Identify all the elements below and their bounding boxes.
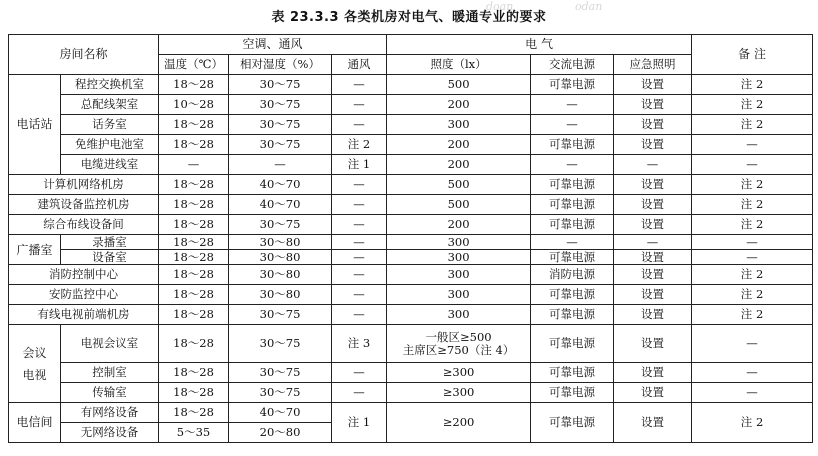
group-label: 广播室 xyxy=(9,235,61,265)
room-name: 建筑设备监控机房 xyxy=(9,195,159,215)
cell-ventilation: 注 2 xyxy=(332,135,387,155)
cell-temperature: 18～28 xyxy=(159,175,229,195)
cell-remarks: — xyxy=(692,363,813,383)
cell-ac-power: 可靠电源 xyxy=(531,195,614,215)
group-label: 电话站 xyxy=(9,75,61,175)
cell-emergency-lighting: 设置 xyxy=(614,215,692,235)
cell-temperature: — xyxy=(159,155,229,175)
cell-ac-power: 可靠电源 xyxy=(531,175,614,195)
watermark: odan xyxy=(575,0,603,13)
cell-humidity: 30～75 xyxy=(229,135,332,155)
cell-temperature: 18～28 xyxy=(159,403,229,423)
cell-ventilation: — xyxy=(332,215,387,235)
cell-temperature: 18～28 xyxy=(159,195,229,215)
cell-illuminance: 200 xyxy=(387,95,531,115)
cell-remarks: 注 2 xyxy=(692,75,813,95)
cell-emergency-lighting: 设置 xyxy=(614,135,692,155)
header-emergency-lighting: 应急照明 xyxy=(614,55,692,75)
cell-emergency-lighting: 设置 xyxy=(614,95,692,115)
cell-humidity: 20～80 xyxy=(229,423,332,443)
cell-humidity: 30～75 xyxy=(229,115,332,135)
cell-temperature: 18～28 xyxy=(159,215,229,235)
cell-humidity: 30～75 xyxy=(229,305,332,325)
illuminance-general: 一般区≥500 xyxy=(425,329,492,344)
room-name: 总配线架室 xyxy=(61,95,159,115)
cell-ac-power: 可靠电源 xyxy=(531,305,614,325)
cell-emergency-lighting: 设置 xyxy=(614,383,692,403)
cell-humidity: 30～75 xyxy=(229,363,332,383)
cell-emergency-lighting: 设置 xyxy=(614,195,692,215)
cell-illuminance: 300 xyxy=(387,250,531,265)
cell-ac-power: 可靠电源 xyxy=(531,135,614,155)
table-row xyxy=(9,363,813,383)
header-row xyxy=(9,35,813,55)
cell-ac-power: 可靠电源 xyxy=(531,285,614,305)
cell-remarks: 注 2 xyxy=(692,95,813,115)
cell-humidity: 40～70 xyxy=(229,403,332,423)
table-row xyxy=(9,215,813,235)
table-row xyxy=(9,403,813,423)
cell-ventilation: — xyxy=(332,75,387,95)
group-label-line: 会议 xyxy=(22,345,47,360)
cell-illuminance xyxy=(387,325,531,363)
cell-ventilation: — xyxy=(332,250,387,265)
cell-humidity: 30～75 xyxy=(229,95,332,115)
cell-ac-power: — xyxy=(531,155,614,175)
cell-ventilation: — xyxy=(332,95,387,115)
watermark: doan xyxy=(486,0,514,13)
cell-emergency-lighting: 设置 xyxy=(614,75,692,95)
room-name: 程控交换机室 xyxy=(61,75,159,95)
cell-emergency-lighting: 设置 xyxy=(614,250,692,265)
cell-temperature: 18～28 xyxy=(159,325,229,363)
cell-temperature: 18～28 xyxy=(159,265,229,285)
cell-ac-power: 可靠电源 xyxy=(531,250,614,265)
cell-ac-power: — xyxy=(531,95,614,115)
room-name: 设备室 xyxy=(61,250,159,265)
cell-illuminance: ≥300 xyxy=(387,363,531,383)
table-row xyxy=(9,175,813,195)
cell-humidity: 30～75 xyxy=(229,215,332,235)
table-row xyxy=(9,325,813,363)
cell-humidity: 40～70 xyxy=(229,175,332,195)
cell-remarks: — xyxy=(692,155,813,175)
cell-ac-power: 可靠电源 xyxy=(531,215,614,235)
cell-remarks: — xyxy=(692,383,813,403)
cell-humidity: 30～80 xyxy=(229,265,332,285)
header-illuminance: 照度（lx） xyxy=(387,55,531,75)
group-label: 电信间 xyxy=(9,403,61,443)
cell-illuminance: 300 xyxy=(387,265,531,285)
header-ac-power: 交流电源 xyxy=(531,55,614,75)
cell-ac-power: 消防电源 xyxy=(531,265,614,285)
table-title: 表 23.3.3 各类机房对电气、暖通专业的要求 xyxy=(271,10,547,25)
room-name: 消防控制中心 xyxy=(9,265,159,285)
table-row xyxy=(9,155,813,175)
cell-illuminance: 200 xyxy=(387,215,531,235)
cell-humidity: 40～70 xyxy=(229,195,332,215)
cell-remarks: 注 2 xyxy=(692,285,813,305)
cell-ac-power: — xyxy=(531,235,614,250)
cell-ventilation: — xyxy=(332,363,387,383)
cell-illuminance: 200 xyxy=(387,155,531,175)
table-row xyxy=(9,265,813,285)
cell-remarks: 注 2 xyxy=(692,175,813,195)
header-temperature: 温度（℃） xyxy=(159,55,229,75)
room-name: 免维护电池室 xyxy=(61,135,159,155)
requirements-table xyxy=(8,34,813,443)
cell-remarks: 注 2 xyxy=(692,305,813,325)
cell-ventilation: — xyxy=(332,115,387,135)
cell-emergency-lighting: 设置 xyxy=(614,363,692,383)
room-name: 电缆进线室 xyxy=(61,155,159,175)
cell-emergency-lighting: 设置 xyxy=(614,305,692,325)
cell-temperature: 18～28 xyxy=(159,250,229,265)
cell-temperature: 18～28 xyxy=(159,115,229,135)
header-electrical: 电 气 xyxy=(387,35,692,55)
cell-illuminance: 300 xyxy=(387,115,531,135)
table-row xyxy=(9,75,813,95)
cell-remarks: — xyxy=(692,235,813,250)
cell-ac-power: 可靠电源 xyxy=(531,403,614,443)
cell-ventilation: 注 1 xyxy=(332,155,387,175)
header-remarks: 备 注 xyxy=(692,35,813,75)
table-row xyxy=(9,285,813,305)
table-row xyxy=(9,305,813,325)
table-row xyxy=(9,95,813,115)
cell-temperature: 5～35 xyxy=(159,423,229,443)
cell-ventilation: — xyxy=(332,285,387,305)
cell-ac-power: 可靠电源 xyxy=(531,325,614,363)
table-row xyxy=(9,135,813,155)
table-row xyxy=(9,250,813,265)
cell-humidity: 30～80 xyxy=(229,235,332,250)
room-name: 有线电视前端机房 xyxy=(9,305,159,325)
cell-temperature: 18～28 xyxy=(159,285,229,305)
cell-emergency-lighting: — xyxy=(614,235,692,250)
cell-temperature: 18～28 xyxy=(159,305,229,325)
cell-humidity: 30～75 xyxy=(229,75,332,95)
cell-ventilation: — xyxy=(332,265,387,285)
cell-temperature: 18～28 xyxy=(159,363,229,383)
cell-humidity: 30～80 xyxy=(229,250,332,265)
cell-illuminance: 500 xyxy=(387,195,531,215)
cell-emergency-lighting: — xyxy=(614,155,692,175)
room-name: 控制室 xyxy=(61,363,159,383)
cell-illuminance: 300 xyxy=(387,235,531,250)
cell-temperature: 18～28 xyxy=(159,383,229,403)
cell-illuminance: 500 xyxy=(387,175,531,195)
room-name: 传输室 xyxy=(61,383,159,403)
cell-ventilation: 注 1 xyxy=(332,403,387,443)
cell-remarks: — xyxy=(692,250,813,265)
cell-humidity: 30～80 xyxy=(229,285,332,305)
cell-emergency-lighting: 设置 xyxy=(614,175,692,195)
cell-remarks: 注 2 xyxy=(692,403,813,443)
cell-illuminance: 200 xyxy=(387,135,531,155)
room-name: 话务室 xyxy=(61,115,159,135)
cell-humidity: 30～75 xyxy=(229,383,332,403)
cell-emergency-lighting: 设置 xyxy=(614,115,692,135)
cell-temperature: 10～28 xyxy=(159,95,229,115)
room-name: 录播室 xyxy=(61,235,159,250)
cell-remarks: — xyxy=(692,135,813,155)
cell-ventilation: — xyxy=(332,235,387,250)
cell-temperature: 18～28 xyxy=(159,75,229,95)
cell-remarks: 注 2 xyxy=(692,265,813,285)
cell-ventilation: — xyxy=(332,195,387,215)
cell-humidity: 30～75 xyxy=(229,325,332,363)
cell-illuminance: 500 xyxy=(387,75,531,95)
table-row xyxy=(9,383,813,403)
cell-illuminance: ≥300 xyxy=(387,383,531,403)
table-row xyxy=(9,195,813,215)
cell-emergency-lighting: 设置 xyxy=(614,285,692,305)
room-name: 无网络设备 xyxy=(61,423,159,443)
cell-emergency-lighting: 设置 xyxy=(614,265,692,285)
table-row xyxy=(9,115,813,135)
cell-temperature: 18～28 xyxy=(159,235,229,250)
group-label-line: 电视 xyxy=(22,367,47,382)
cell-illuminance: ≥200 xyxy=(387,403,531,443)
header-room-name: 房间名称 xyxy=(9,35,159,75)
room-name: 电视会议室 xyxy=(61,325,159,363)
cell-remarks: 注 2 xyxy=(692,115,813,135)
cell-ventilation: 注 3 xyxy=(332,325,387,363)
cell-emergency-lighting: 设置 xyxy=(614,403,692,443)
room-name: 有网络设备 xyxy=(61,403,159,423)
header-humidity: 相对湿度（%） xyxy=(229,55,332,75)
cell-remarks: 注 2 xyxy=(692,195,813,215)
cell-temperature: 18～28 xyxy=(159,135,229,155)
cell-ventilation: — xyxy=(332,305,387,325)
room-name: 综合布线设备间 xyxy=(9,215,159,235)
room-name: 计算机网络机房 xyxy=(9,175,159,195)
table-row xyxy=(9,235,813,250)
cell-remarks: 注 2 xyxy=(692,215,813,235)
cell-ac-power: — xyxy=(531,115,614,135)
cell-emergency-lighting: 设置 xyxy=(614,325,692,363)
cell-illuminance: 300 xyxy=(387,285,531,305)
illuminance-chair: 主席区≥750（注 4） xyxy=(402,342,515,357)
header-hvac: 空调、通风 xyxy=(159,35,387,55)
cell-ventilation: — xyxy=(332,383,387,403)
cell-remarks: — xyxy=(692,325,813,363)
cell-ventilation: — xyxy=(332,175,387,195)
cell-humidity: — xyxy=(229,155,332,175)
cell-ac-power: 可靠电源 xyxy=(531,75,614,95)
cell-illuminance: 300 xyxy=(387,305,531,325)
header-ventilation: 通风 xyxy=(332,55,387,75)
cell-ac-power: 可靠电源 xyxy=(531,383,614,403)
group-label xyxy=(9,325,61,403)
cell-ac-power: 可靠电源 xyxy=(531,363,614,383)
room-name: 安防监控中心 xyxy=(9,285,159,305)
